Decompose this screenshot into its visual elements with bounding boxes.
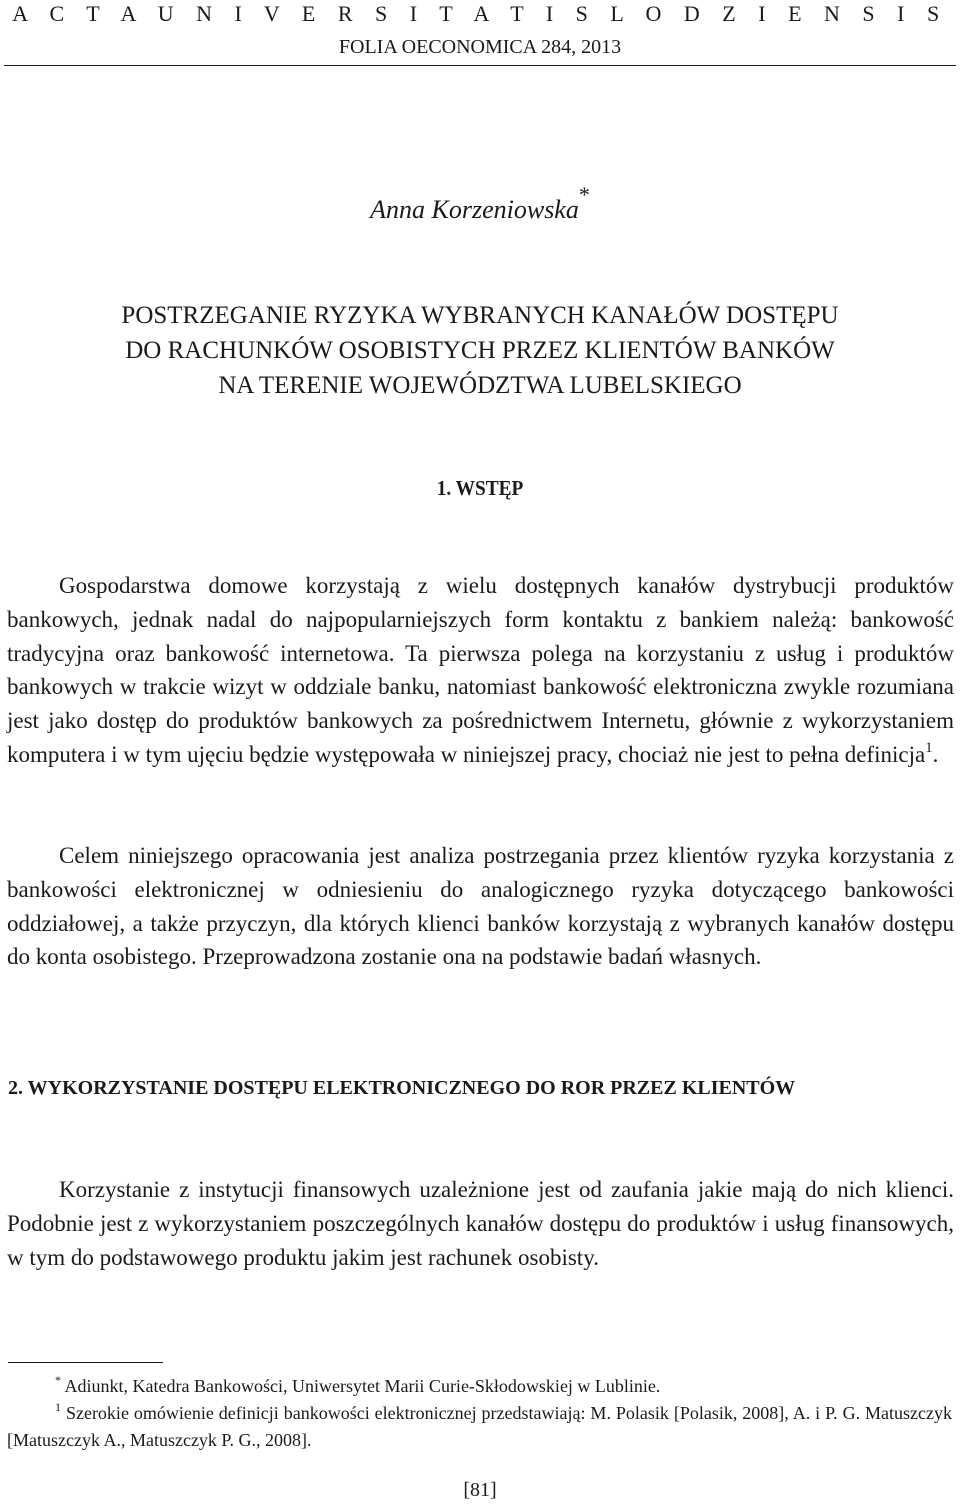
page-number: [81] [463, 1479, 497, 1501]
footnote-rule [8, 1362, 163, 1363]
footnote-marker: 1 [55, 1400, 61, 1414]
journal-issue: FOLIA OECONOMICA 284, 2013 [338, 36, 622, 58]
paragraph-text: Gospodarstwa domowe korzystają z wielu dostępnych kanałów dystrybucji produktów bankowych, jednak nadal do najpopularniejszych form kontaktu z bankiem należą: bankowość tradycyjna oraz bankowość internetowa. Ta pierwsza polega na korzystaniu z usług i produktów bankowych w trakcie wizyt w oddziale banku, natomiast bankowość elektroniczna zwykle rozumiana jest jako dostęp do produktów bankowych za pośrednictwem Internetu, głównie z wykorzystaniem komputera i w tym ujęciu będzie występowała w niniejszej pracy, chociaż nie jest to pełna definicja [7, 573, 954, 767]
title-line: DO RACHUNKÓW OSOBISTYCH PRZEZ KLIENTÓW BANKÓW [125, 337, 835, 364]
body-paragraph [7, 569, 954, 772]
header-rule [4, 65, 956, 66]
article-title [0, 298, 960, 403]
title-line: NA TERENIE WOJEWÓDZTWA LUBELSKIEGO [218, 372, 742, 399]
section-heading-electronic-access: 2. WYKORZYSTANIE DOSTĘPU ELEKTRONICZNEGO DO ROR PRZEZ KLIENTÓW [8, 1077, 796, 1099]
journal-name: A C T A U N I V E R S I T A T I S L O D Z I E N S I S [12, 1, 948, 26]
footnote-marker: * [55, 1373, 61, 1387]
title-line: POSTRZEGANIE RYZYKA WYBRANYCH KANAŁÓW DOSTĘPU [121, 302, 839, 329]
footnote-reference: 1 [925, 739, 933, 756]
author [0, 180, 960, 240]
author-footnote-marker: * [578, 182, 590, 207]
body-paragraph [7, 839, 954, 974]
paragraph-tail: . [932, 741, 939, 767]
author-name: Anna Korzeniowska [370, 195, 579, 224]
section-heading-introduction: 1. WSTĘP [436, 476, 524, 500]
body-paragraph [7, 1173, 954, 1274]
paragraph-text: Korzystanie z instytucji finansowych uzależnione jest od zaufania jakie mają do nich klienci. Podobnie jest z wykorzystaniem poszczególnych kanałów dostępu do produktów i usług finansowych, w tym do podstawowego produktu jakim jest rachunek osobisty. [7, 1177, 954, 1270]
footnote-definition [7, 1400, 952, 1454]
footnote-text: Szerokie omówienie definicji bankowości elektronicznej przedstawiają: M. Polasik [Polasik, 2008], A. i P. G. Matuszczyk [Matuszczyk A., Matuszczyk P. G., 2008]. [7, 1403, 952, 1450]
paragraph-text: Celem niniejszego opracowania jest analiza postrzegania przez klientów ryzyka korzystania z bankowości elektronicznej w odniesieniu do analogicznego ryzyka dotyczącego bankowości oddziałowej, a także przyczyn, dla których klienci banków korzystają z wybranych kanałów dostępu do konta osobistego. Przeprowadzona zostanie ona na podstawie badań własnych. [7, 843, 954, 970]
footnote-text: Adiunkt, Katedra Bankowości, Uniwersytet Marii Curie-Skłodowskiej w Lublinie. [64, 1376, 661, 1396]
footnote-author [7, 1373, 952, 1400]
